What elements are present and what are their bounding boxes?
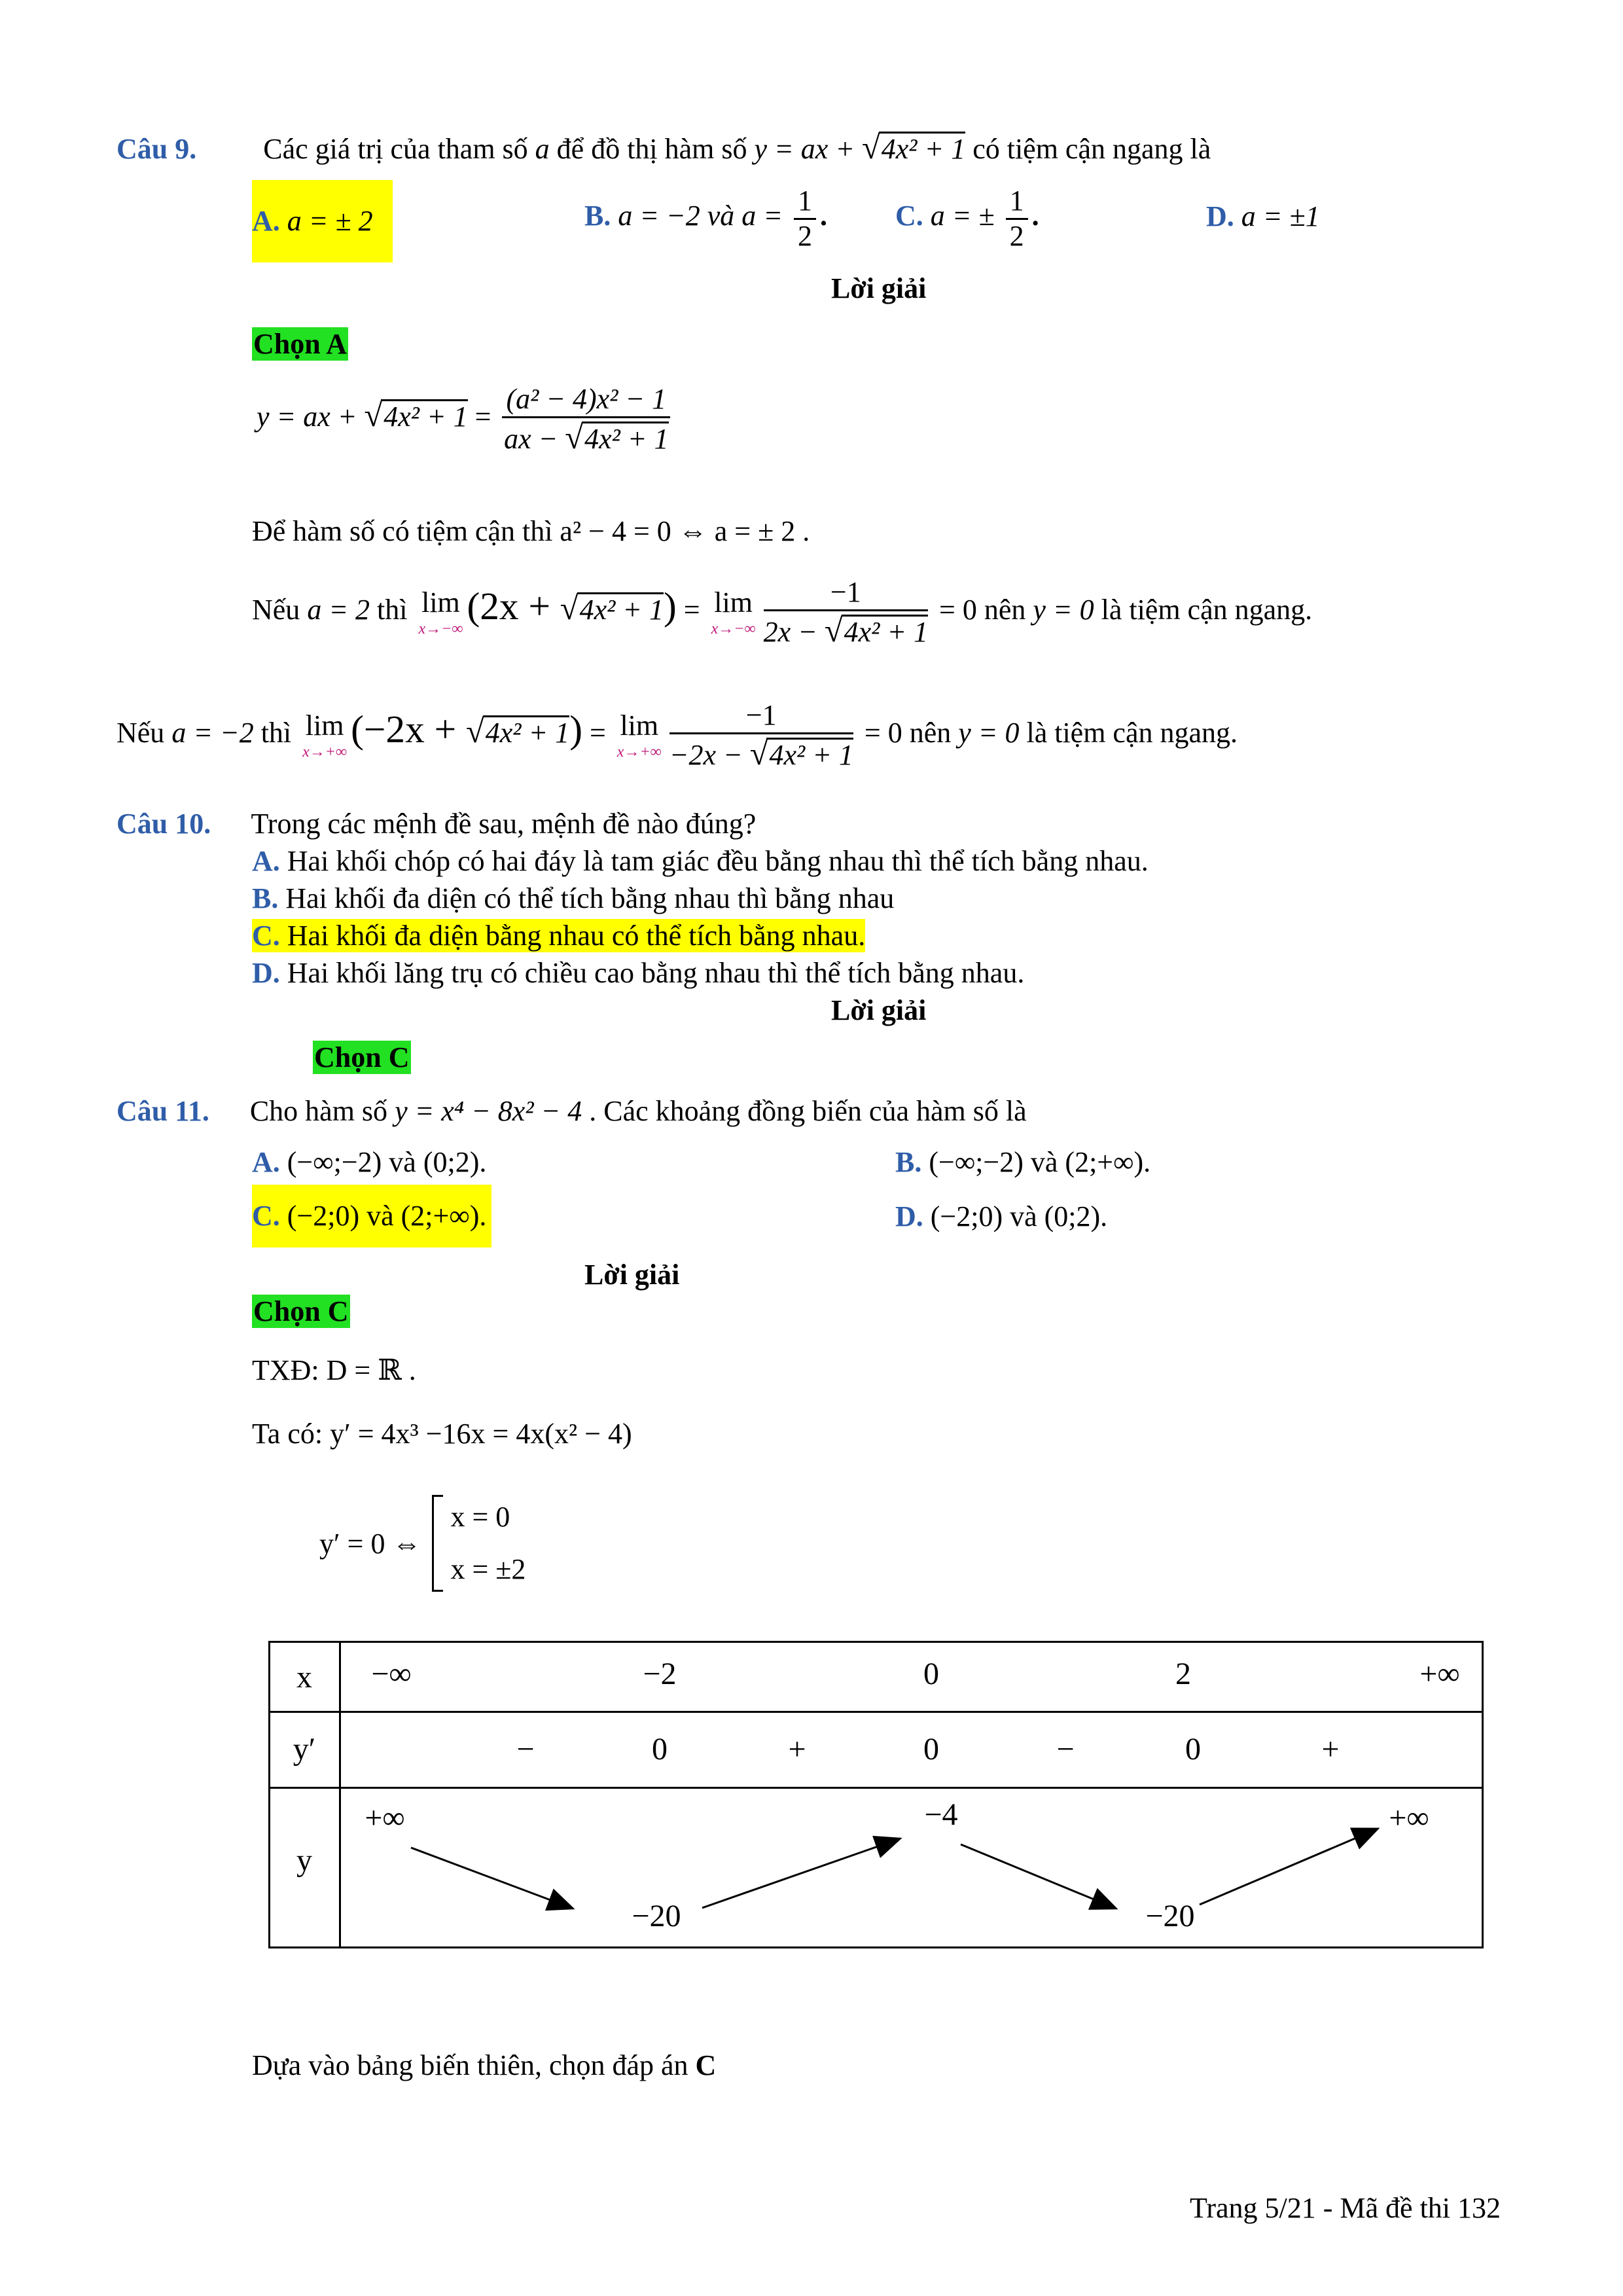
q11-answer: Chọn C	[253, 1295, 349, 1327]
q9-line4-expr-b: )	[569, 707, 582, 751]
q11-option-b-letter: B.	[895, 1146, 922, 1178]
vt-arrows	[270, 1643, 1482, 1946]
q9-option-d-text: a = ±1	[1241, 200, 1320, 232]
q9-option-c-text: a = ±	[930, 200, 1002, 232]
q9-line1-eq: =	[467, 400, 499, 433]
q11-option-c-letter: C.	[252, 1200, 280, 1232]
vt-arrow-increasing	[702, 1839, 899, 1908]
q11-option-b-text: (−∞;−2) và (2;+∞).	[929, 1146, 1151, 1178]
vt-sign: −	[1056, 1732, 1075, 1767]
q11-solution-title: Lời giải	[584, 1259, 680, 1291]
vt-arrow-increasing	[1200, 1829, 1376, 1905]
q9-line4-tail: là tiệm cận ngang.	[1019, 716, 1238, 749]
q9-text-a: Các giá trị của tham số	[263, 133, 528, 165]
q10-answer: Chọn C	[314, 1041, 410, 1073]
q11-option-a-letter: A.	[252, 1146, 280, 1178]
q11-txd: TXĐ: D = ℝ .	[252, 1354, 416, 1386]
q9-line3-sub: x→−∞	[418, 620, 463, 637]
q9-formula-lhs: y = ax +	[754, 133, 862, 165]
q10-option-c-letter: C.	[252, 920, 280, 952]
q9-option-b-dot: .	[819, 200, 827, 232]
vt-x-value: 2	[1175, 1657, 1191, 1691]
q9-option-d[interactable]	[1206, 200, 1320, 233]
q9-solution-line3: Nếu a = 2 thì lim x→−∞ (2x + √4x² + 1) = lim x→−∞ $\frac{-1}{\text{2x − √4x² + 1}}$ = 0 nên y = 0 là tiệm cận ngang.	[252, 576, 1313, 649]
q10-option-b-letter: B.	[252, 882, 279, 914]
q9-option-b-num: 1	[794, 185, 816, 220]
q9-line1-rad: 4x² + 1	[381, 399, 467, 433]
vt-x-value: +∞	[1419, 1657, 1460, 1691]
q9-question: Câu 9. Các giá trị của tham số a để đồ thị hàm số y = ax + √4x² + 1 có tiệm cận ngang là	[116, 129, 1211, 166]
q9-option-c-letter: C.	[895, 200, 923, 232]
vt-label-x: x	[296, 1660, 312, 1695]
q9-line3-tail: là tiệm cận ngang.	[1094, 593, 1313, 626]
q10-option-a-text: Hai khối chóp có hai đáy là tam giác đều bằng nhau thì thể tích bằng nhau.	[279, 845, 1149, 877]
vt-sign: +	[1321, 1732, 1340, 1767]
q9-line4-expr-rad: 4x² + 1	[483, 715, 569, 749]
q9-solution-line4: Nếu a = −2 thì lim x→+∞ (−2x + √4x² + 1) = lim x→+∞ $\frac{-1}{\text{−2x − √4x² + 1}}$ = 0 nên y = 0 là tiệm cận ngang.	[116, 699, 1238, 772]
q11-option-d[interactable]	[895, 1200, 1107, 1233]
vt-y-bottom: −20	[1145, 1899, 1195, 1933]
q10-option-c-text: Hai khối đa diện bằng nhau có thể tích bằng nhau.	[279, 920, 866, 952]
q11-option-c[interactable]	[252, 1185, 491, 1247]
vt-label-yprime: y′	[293, 1732, 316, 1767]
q11-label: Câu 11.	[116, 1095, 209, 1127]
q10-option-b[interactable]	[252, 882, 894, 915]
q10-option-b-text: Hai khối đa diện có thể tích bằng nhau thì bằng nhau	[278, 882, 895, 914]
q9-label: Câu 9.	[116, 133, 197, 165]
q9-line4-lim: lim	[305, 709, 344, 742]
q11-option-d-letter: D.	[895, 1200, 923, 1232]
q9-line4-y0: y = 0	[958, 716, 1020, 749]
q9-line3-b: a = 2	[307, 593, 370, 626]
vt-y-top: −4	[924, 1797, 958, 1832]
q11-text-a: Cho hàm số	[249, 1095, 395, 1127]
q9-line1-den-a: ax −	[504, 422, 565, 455]
q9-line3-num: −1	[764, 576, 928, 611]
q9-option-b[interactable]	[584, 185, 827, 253]
q9-line4-res: = 0 nên	[857, 716, 959, 749]
q9-line4-a: Nếu	[116, 716, 172, 749]
q11-formula: y = x⁴ − 8x² − 4	[395, 1095, 582, 1127]
q9-line4-expr-a: (−2x +	[351, 707, 466, 751]
q9-line3-y0: y = 0	[1033, 593, 1094, 626]
vt-label-y: y	[296, 1843, 312, 1878]
q10-label: Câu 10.	[116, 808, 211, 840]
q9-line3-expr-rad: 4x² + 1	[577, 592, 664, 626]
q10-option-c[interactable]	[252, 919, 865, 952]
q11-text-b: . Các khoảng đồng biến của hàm số là	[582, 1095, 1027, 1127]
vt-sign: 0	[1185, 1732, 1201, 1767]
q11-roots	[319, 1491, 526, 1596]
q10-option-d[interactable]	[252, 956, 1024, 990]
q9-solution-line1: y = ax + √4x² + 1 = $\frac{\text{(a² − 4)x² − 1}}{\text{ax − √4x² + 1}}$	[257, 383, 674, 456]
q11-derivative: Ta có: y′ = 4x³ −16x = 4x(x² − 4)	[252, 1418, 632, 1450]
vt-y-top: +∞	[1389, 1801, 1429, 1835]
q10-text: Trong các mệnh đề sau, mệnh đề nào đúng?	[251, 808, 757, 840]
vt-x-value: −∞	[371, 1657, 412, 1691]
q9-line4-num: −1	[669, 699, 853, 734]
q9-option-c-num: 1	[1006, 185, 1028, 220]
q9-line4-sub2: x→+∞	[616, 743, 662, 761]
vt-sign: +	[788, 1732, 806, 1767]
q11-option-c-text: (−2;0) và (2;+∞).	[287, 1200, 487, 1232]
vt-sign: 0	[652, 1732, 668, 1767]
q9-option-d-letter: D.	[1206, 200, 1234, 232]
q9-line4-sub: x→+∞	[302, 743, 348, 761]
q9-formula-rad: 4x² + 1	[879, 132, 965, 165]
q9-option-c-dot: .	[1031, 200, 1039, 232]
vt-y-top: +∞	[365, 1801, 405, 1835]
q10-option-d-text: Hai khối lăng trụ có chiều cao bằng nhau thì thể tích bằng nhau.	[279, 957, 1025, 989]
q9-line1-den-rad: 4x² + 1	[582, 422, 668, 455]
q11-question	[116, 1094, 1027, 1128]
vt-x-value: −2	[643, 1657, 677, 1691]
q9-option-c[interactable]	[895, 185, 1039, 253]
vt-arrow-decreasing	[961, 1844, 1115, 1908]
q9-line3-den-rad: 4x² + 1	[842, 615, 928, 648]
q10-solution-title: Lời giải	[831, 994, 927, 1026]
q9-line3-expr-a: (2x +	[467, 584, 560, 628]
q9-option-a-text: a = ± 2	[287, 205, 373, 237]
q10-option-a-letter: A.	[252, 845, 280, 877]
q9-line4-lim2: lim	[620, 709, 659, 742]
q11-option-a[interactable]	[252, 1145, 486, 1179]
q9-line1-num: (a² − 4)x² − 1	[502, 383, 670, 418]
q9-option-a[interactable]	[252, 180, 393, 262]
q9-line3-res: = 0 nên	[932, 593, 1033, 626]
q9-line3-sub2: x→−∞	[711, 620, 756, 637]
q9-option-b-den: 2	[797, 219, 812, 252]
q11-conclusion-text: Dựa vào bảng biến thiên, chọn đáp án	[252, 2049, 696, 2081]
q9-line3-c: thì	[370, 593, 415, 626]
q9-line3-lim: lim	[421, 586, 460, 619]
vt-x-value: 0	[923, 1657, 939, 1691]
q9-option-b-text: a = −2 và a =	[618, 200, 790, 232]
vt-sign: −	[516, 1732, 535, 1767]
q9-line4-b: a = −2	[171, 716, 254, 749]
q11-conclusion	[252, 2049, 716, 2082]
q11-conclusion-answer: C	[695, 2049, 717, 2081]
q9-line4-c: thì	[253, 716, 299, 749]
q9-line3-a: Nếu	[252, 593, 308, 626]
q9-solution-title: Lời giải	[831, 272, 927, 304]
q9-var-a: a	[535, 133, 550, 165]
q11-root-1: x = 0	[450, 1501, 510, 1533]
q10-option-d-letter: D.	[252, 957, 280, 989]
vt-arrow-decreasing	[411, 1848, 571, 1908]
variation-table	[268, 1641, 1484, 1948]
q9-line4-eq: =	[582, 716, 613, 749]
q9-solution-line2: Để hàm số có tiệm cận thì a² − 4 = 0 ⇔ a = ± 2 .	[252, 515, 810, 547]
q9-line3-lim2: lim	[714, 586, 753, 619]
q9-option-c-den: 2	[1009, 219, 1024, 252]
q10-question	[116, 807, 756, 840]
q11-roots-bracket	[432, 1495, 443, 1592]
q11-option-a-text: (−∞;−2) và (0;2).	[287, 1146, 487, 1178]
q9-text-b: để đồ thị hàm số	[556, 133, 747, 165]
q11-option-d-text: (−2;0) và (0;2).	[930, 1200, 1108, 1232]
q9-line4-den-rad: 4x² + 1	[766, 738, 853, 771]
q9-answer: Chọn A	[253, 328, 348, 360]
q9-line1-lhs: y = ax +	[257, 400, 365, 433]
page-footer: Trang 5/21 - Mã đề thi 132	[1190, 2192, 1501, 2224]
q11-root-2: x = ±2	[450, 1553, 526, 1585]
q9-line3-eq: =	[676, 593, 707, 626]
q9-option-b-letter: B.	[584, 200, 611, 232]
q9-option-a-letter: A.	[252, 205, 280, 237]
q9-line4-den-a: −2x −	[669, 738, 750, 771]
q10-option-a[interactable]	[252, 844, 1149, 878]
q9-line3-expr-b: )	[664, 584, 677, 628]
vt-sign: 0	[923, 1732, 939, 1767]
q9-text-c: có tiệm cận ngang là	[972, 133, 1211, 165]
q9-line3-den-a: 2x −	[763, 615, 825, 648]
vt-y-bottom: −20	[632, 1899, 681, 1933]
q11-roots-lhs: y′ = 0 ⇔	[319, 1527, 421, 1560]
q11-option-b[interactable]	[895, 1145, 1150, 1179]
